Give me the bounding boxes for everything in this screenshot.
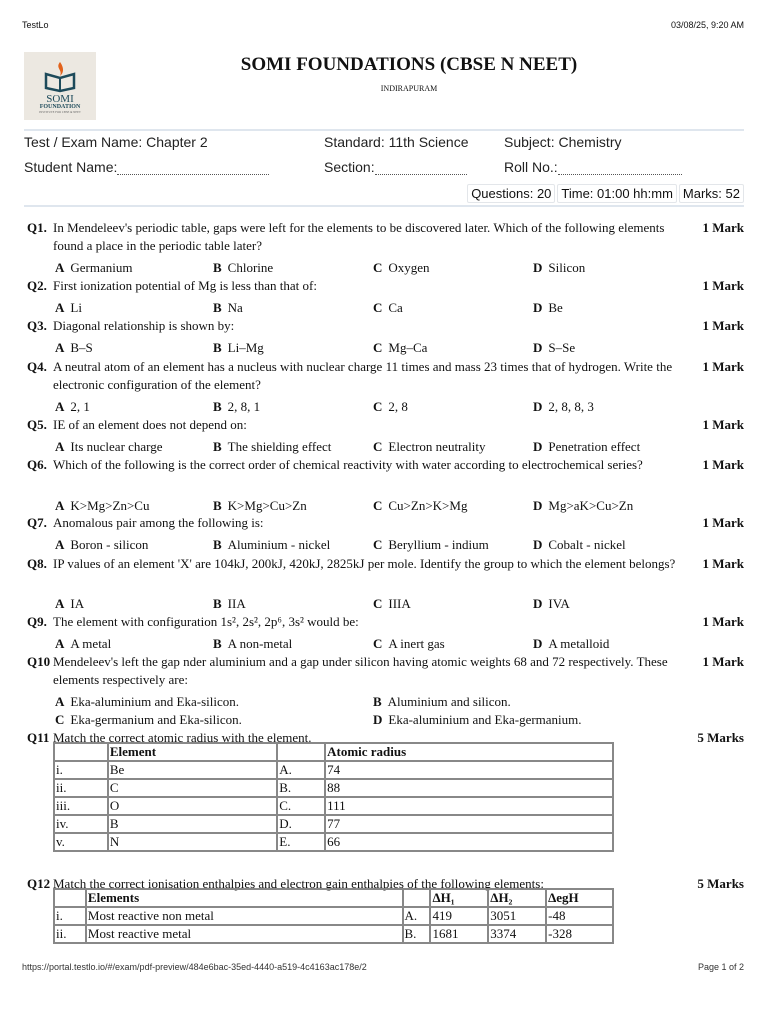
- table-row: [54, 797, 613, 815]
- option-text: K>Mg>Cu>Zn: [227, 498, 307, 513]
- option-d[interactable]: [533, 536, 626, 554]
- option-d[interactable]: [533, 595, 570, 613]
- option-letter: D: [533, 260, 543, 275]
- option-text: 2, 1: [70, 399, 90, 414]
- option-letter: C: [373, 340, 383, 355]
- table-header-row: [54, 889, 613, 907]
- option-a[interactable]: [55, 595, 84, 613]
- option-c[interactable]: [373, 536, 489, 554]
- question-number: Q7.: [27, 515, 47, 530]
- option-letter: B: [213, 399, 222, 414]
- option-text: S–Se: [548, 340, 576, 355]
- option-letter: A: [55, 340, 65, 355]
- option-d[interactable]: [533, 438, 640, 456]
- option-a[interactable]: [55, 339, 93, 357]
- option-text: Silicon: [548, 260, 586, 275]
- option-text: IA: [70, 596, 85, 611]
- option-text: K>Mg>Zn>Cu: [70, 498, 150, 513]
- option-letter: B: [213, 636, 222, 651]
- table-cell: A.: [277, 761, 325, 779]
- question-5: [27, 416, 744, 434]
- question-marks: 1 Mark: [702, 278, 744, 293]
- option-text: Li–Mg: [227, 340, 264, 355]
- option-c[interactable]: [373, 635, 445, 653]
- question-number: Q5.: [27, 417, 47, 432]
- question-number: Q1.: [27, 220, 47, 235]
- question-marks: 1 Mark: [702, 515, 744, 530]
- option-a[interactable]: [55, 497, 149, 515]
- question-number: Q8.: [27, 556, 47, 571]
- table-row: [54, 761, 613, 779]
- option-a[interactable]: [55, 398, 90, 416]
- question-9: [27, 613, 744, 631]
- option-letter: B: [213, 300, 222, 315]
- exam-name: Test / Exam Name: Chapter 2: [24, 134, 208, 150]
- option-b[interactable]: [213, 398, 260, 416]
- option-letter: B: [213, 439, 222, 454]
- column-header: [403, 889, 431, 907]
- option-text: Li: [70, 300, 82, 315]
- option-text: A inert gas: [388, 636, 445, 651]
- table-cell: v.: [54, 833, 108, 851]
- option-letter: C: [373, 537, 383, 552]
- option-letter: C: [55, 712, 65, 727]
- table-cell: Most reactive non metal: [86, 907, 403, 925]
- option-letter: B: [213, 537, 222, 552]
- question-text: A neutral atom of an element has a nucleus with nuclear charge 11 times and mass 23 times that of hydrogen. Write the electronic configuration of the element?: [53, 359, 673, 392]
- question-text: Anomalous pair among the following is:: [53, 515, 264, 530]
- table-cell: 3051: [488, 907, 546, 925]
- option-c[interactable]: [373, 339, 427, 357]
- table-row: [54, 815, 613, 833]
- table-row: [54, 925, 613, 943]
- browser-header: [22, 20, 744, 30]
- option-c[interactable]: [55, 711, 242, 729]
- option-text: 2, 8, 8, 3: [548, 399, 594, 414]
- option-text: Chlorine: [227, 260, 274, 275]
- option-c[interactable]: [373, 438, 486, 456]
- option-text: Boron - silicon: [70, 537, 149, 552]
- option-letter: A: [55, 596, 65, 611]
- table-cell: 88: [325, 779, 613, 797]
- total-marks: Marks: 52: [679, 184, 744, 203]
- option-letter: A: [55, 694, 65, 709]
- table-cell: Be: [108, 761, 277, 779]
- option-c[interactable]: [373, 595, 411, 613]
- option-letter: C: [373, 399, 383, 414]
- question-text: The element with configuration 1s², 2s², 2p⁶, 3s² would be:: [53, 614, 359, 629]
- option-letter: B: [373, 694, 382, 709]
- table-cell: ii.: [54, 779, 108, 797]
- question-marks: 1 Mark: [702, 556, 744, 571]
- school-location: INDIRAPURAM: [380, 84, 438, 93]
- print-datetime: 03/08/25, 9:20 AM: [670, 20, 744, 30]
- question-text: Diagonal relationship is shown by:: [53, 318, 235, 333]
- option-text: Electron neutrality: [388, 439, 486, 454]
- column-header: [54, 743, 108, 761]
- table-cell: D.: [277, 815, 325, 833]
- option-text: The shielding effect: [227, 439, 332, 454]
- time-limit: Time: 01:00 hh:mm: [557, 184, 677, 203]
- option-b[interactable]: [213, 259, 273, 277]
- option-letter: C: [373, 439, 383, 454]
- question-text: Which of the following is the correct order of chemical reactivity with water according to electrochemical series?: [53, 457, 643, 472]
- option-letter: B: [213, 498, 222, 513]
- option-letter: C: [373, 636, 383, 651]
- option-letter: A: [55, 300, 65, 315]
- table-row: [54, 833, 613, 851]
- option-b[interactable]: [373, 693, 511, 711]
- question-1: [27, 219, 744, 255]
- section-field[interactable]: [375, 161, 467, 175]
- column-header: [277, 743, 325, 761]
- option-d[interactable]: [533, 299, 563, 317]
- option-text: Beryllium - indium: [388, 537, 489, 552]
- option-c[interactable]: [373, 398, 408, 416]
- option-text: Aluminium and silicon.: [387, 694, 511, 709]
- option-b[interactable]: [213, 339, 264, 357]
- table-cell: B.: [277, 779, 325, 797]
- column-header: ΔegH: [546, 889, 613, 907]
- browser-footer: [22, 962, 744, 972]
- option-d[interactable]: [533, 635, 609, 653]
- question-number: Q11: [27, 730, 50, 745]
- table-row: [54, 907, 613, 925]
- option-text: Germanium: [70, 260, 133, 275]
- option-letter: B: [213, 260, 222, 275]
- option-a[interactable]: [55, 635, 111, 653]
- option-a[interactable]: [55, 259, 132, 277]
- option-letter: C: [373, 498, 383, 513]
- table-cell: O: [108, 797, 277, 815]
- question-text: IP values of an element 'X' are 104kJ, 200kJ, 420kJ, 2825kJ per mole. Identify the group to which the element belongs?: [53, 556, 676, 571]
- question-text: Match the correct ionisation enthalpies and electron gain enthalpies of the following elements:: [53, 876, 544, 891]
- question-number: Q6.: [27, 457, 47, 472]
- option-letter: D: [533, 636, 543, 651]
- option-letter: D: [373, 712, 383, 727]
- option-a[interactable]: [55, 299, 82, 317]
- question-marks: 1 Mark: [702, 417, 744, 432]
- option-letter: C: [373, 300, 383, 315]
- table-cell: i.: [54, 907, 86, 925]
- option-letter: B: [213, 340, 222, 355]
- option-text: Aluminium - nickel: [227, 537, 331, 552]
- option-text: Cu>Zn>K>Mg: [388, 498, 468, 513]
- option-letter: A: [55, 399, 65, 414]
- option-text: Mg>aK>Cu>Zn: [548, 498, 634, 513]
- option-letter: D: [533, 340, 543, 355]
- question-8: [27, 555, 744, 573]
- table-row: [54, 779, 613, 797]
- table-cell: E.: [277, 833, 325, 851]
- option-text: Be: [548, 300, 563, 315]
- question-marks: 1 Mark: [702, 318, 744, 333]
- option-text: Penetration effect: [548, 439, 641, 454]
- column-header: ΔH₂: [488, 889, 546, 907]
- section-label: Section:: [324, 159, 375, 175]
- atomic-radius-table: [53, 742, 614, 852]
- option-text: IVA: [548, 596, 570, 611]
- page-title: TestLo: [22, 20, 49, 30]
- column-header: [54, 889, 86, 907]
- option-c[interactable]: [373, 299, 403, 317]
- question-7: [27, 514, 744, 532]
- student-name-label: Student Name:: [24, 159, 118, 175]
- question-number: Q12: [27, 876, 51, 891]
- question-number: Q10: [27, 654, 51, 669]
- option-letter: C: [373, 596, 383, 611]
- column-header: ΔH₁: [430, 889, 488, 907]
- table-cell: ii.: [54, 925, 86, 943]
- option-letter: D: [533, 300, 543, 315]
- option-letter: C: [373, 260, 383, 275]
- page-url: https://portal.testlo.io/#/exam/pdf-preview/484e6bac-35ed-4440-a519-4c4163ac178e/2: [22, 962, 367, 972]
- question-count: Questions: 20: [467, 184, 555, 203]
- question-marks: 5 Marks: [697, 876, 744, 891]
- question-marks: 1 Mark: [702, 457, 744, 472]
- option-b[interactable]: [213, 595, 246, 613]
- table-cell: A.: [403, 907, 431, 925]
- column-header: Atomic radius: [325, 743, 613, 761]
- question-4: [27, 358, 744, 394]
- option-letter: A: [55, 439, 65, 454]
- option-text: Eka-aluminium and Eka-silicon.: [70, 694, 239, 709]
- option-text: 2, 8: [388, 399, 408, 414]
- school-logo: SOMI FOUNDATION INSTITUTE FOR CBSE & NEET: [24, 52, 96, 120]
- option-letter: D: [533, 439, 543, 454]
- option-b[interactable]: [213, 536, 330, 554]
- option-d[interactable]: [533, 398, 594, 416]
- table-cell: 77: [325, 815, 613, 833]
- option-letter: A: [55, 260, 65, 275]
- question-2: [27, 277, 744, 295]
- table-cell: i.: [54, 761, 108, 779]
- option-letter: D: [533, 596, 543, 611]
- table-cell: B: [108, 815, 277, 833]
- table-cell: C.: [277, 797, 325, 815]
- option-d[interactable]: [533, 259, 585, 277]
- table-cell: iv.: [54, 815, 108, 833]
- option-d[interactable]: [533, 339, 575, 357]
- question-text: Mendeleev's left the gap nder aluminium and a gap under silicon having atomic weights 68 and 72 respectively. These elements respectively are:: [53, 654, 668, 687]
- table-cell: 74: [325, 761, 613, 779]
- option-text: IIA: [227, 596, 246, 611]
- option-text: Cobalt - nickel: [548, 537, 626, 552]
- question-number: Q4.: [27, 359, 47, 374]
- question-marks: 5 Marks: [697, 730, 744, 745]
- option-text: A metal: [70, 636, 112, 651]
- school-name: SOMI FOUNDATIONS (CBSE N NEET): [240, 54, 578, 75]
- table-cell: 1681: [430, 925, 488, 943]
- question-marks: 1 Mark: [702, 220, 744, 235]
- option-a[interactable]: [55, 693, 239, 711]
- option-text: IIIA: [388, 596, 411, 611]
- question-number: Q3.: [27, 318, 47, 333]
- table-cell: 66: [325, 833, 613, 851]
- option-text: Its nuclear charge: [70, 439, 163, 454]
- option-letter: B: [213, 596, 222, 611]
- question-number: Q2.: [27, 278, 47, 293]
- option-text: Na: [227, 300, 243, 315]
- option-letter: A: [55, 537, 65, 552]
- option-b[interactable]: [213, 497, 307, 515]
- option-letter: D: [533, 498, 543, 513]
- question-10: [27, 653, 744, 689]
- table-cell: iii.: [54, 797, 108, 815]
- option-text: Eka-aluminium and Eka-germanium.: [388, 712, 582, 727]
- option-text: 2, 8, 1: [227, 399, 261, 414]
- option-letter: D: [533, 399, 543, 414]
- standard: Standard: 11th Science: [324, 134, 469, 150]
- table-cell: N: [108, 833, 277, 851]
- table-cell: C: [108, 779, 277, 797]
- option-text: Mg–Ca: [388, 340, 428, 355]
- option-b[interactable]: [213, 438, 331, 456]
- option-letter: A: [55, 498, 65, 513]
- option-a[interactable]: [55, 438, 163, 456]
- option-text: A metalloid: [548, 636, 610, 651]
- student-name-field[interactable]: [117, 161, 269, 175]
- column-header: Elements: [86, 889, 403, 907]
- question-6: [27, 456, 744, 474]
- option-c[interactable]: [373, 497, 467, 515]
- option-c[interactable]: [373, 259, 430, 277]
- roll-label: Roll No.:: [504, 159, 558, 175]
- subject: Subject: Chemistry: [504, 134, 622, 150]
- table-cell: Most reactive metal: [86, 925, 403, 943]
- question-text: IE of an element does not depend on:: [53, 417, 247, 432]
- divider: [24, 129, 744, 131]
- column-header: Element: [108, 743, 277, 761]
- option-text: B–S: [70, 340, 93, 355]
- option-text: Ca: [388, 300, 403, 315]
- table-cell: B.: [403, 925, 431, 943]
- option-b[interactable]: [213, 299, 243, 317]
- option-letter: D: [533, 537, 543, 552]
- question-text: Match the correct atomic radius with the element.: [53, 730, 312, 745]
- option-text: Eka-germanium and Eka-silicon.: [70, 712, 242, 727]
- table-cell: 111: [325, 797, 613, 815]
- divider: [24, 205, 744, 207]
- question-3: [27, 317, 744, 335]
- question-text: In Mendeleev's periodic table, gaps were left for the elements to be discovered later. Which of the following elements found a place in the periodic table later?: [53, 220, 665, 253]
- option-b[interactable]: [213, 635, 292, 653]
- option-a[interactable]: [55, 536, 148, 554]
- option-text: Oxygen: [388, 260, 430, 275]
- exam-stats: [467, 184, 744, 203]
- enthalpy-table: [53, 888, 614, 944]
- question-marks: 1 Mark: [702, 614, 744, 629]
- roll-field[interactable]: [558, 161, 682, 175]
- page-number: Page 1 of 2: [697, 962, 744, 972]
- table-cell: -328: [546, 925, 613, 943]
- table-header-row: [54, 743, 613, 761]
- table-cell: -48: [546, 907, 613, 925]
- question-marks: 1 Mark: [702, 654, 744, 669]
- option-text: A non-metal: [227, 636, 293, 651]
- option-letter: A: [55, 636, 65, 651]
- question-marks: 1 Mark: [702, 359, 744, 374]
- question-number: Q9.: [27, 614, 47, 629]
- option-d[interactable]: [533, 497, 633, 515]
- table-cell: 419: [430, 907, 488, 925]
- table-cell: 3374: [488, 925, 546, 943]
- question-text: First ionization potential of Mg is less than that of:: [53, 278, 317, 293]
- option-d[interactable]: [373, 711, 582, 729]
